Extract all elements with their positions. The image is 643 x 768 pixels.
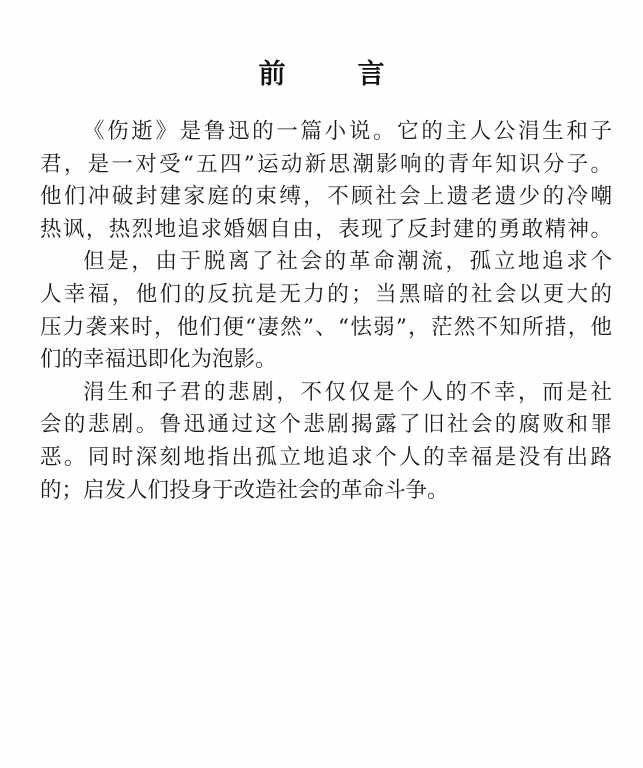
text-line: 压力袭来时，他们便“凄然”、“怯弱”，茫然不知所措，他 — [40, 314, 612, 340]
text-line: 《伤逝》是鲁迅的一篇小说。它的主人公涓生和子 — [83, 119, 612, 144]
text-line: 涓生和子君的悲剧，不仅仅是个人的不幸，而是社 — [83, 379, 612, 405]
title-char-second: 言 — [357, 59, 385, 90]
preface-body — [40, 116, 612, 507]
text-line: 恶。同时深刻地指出孤立地追求个人的幸福是没有出路 — [40, 444, 612, 470]
paragraph-3 — [40, 377, 612, 507]
paragraph-1 — [40, 116, 612, 246]
text-line: 人幸福，他们的反抗是无力的；当黑暗的社会以更大的 — [40, 281, 612, 307]
text-line: 会的悲剧。鲁迅通过这个悲剧揭露了旧社会的腐败和罪 — [40, 412, 612, 438]
text-line: 君，是一对受“五四”运动新思潮影响的青年知识分子。 — [40, 151, 612, 177]
text-line: 们的幸福迅即化为泡影。 — [40, 347, 277, 373]
text-line: 的；启发人们投身于改造社会的革命斗争。 — [40, 477, 449, 503]
text-line: 热讽，热烈地追求婚姻自由，表现了反封建的勇敢精神。 — [40, 216, 612, 242]
text-line: 他们冲破封建家庭的束缚，不顾社会上遗老遗少的冷嘲 — [40, 184, 612, 210]
page-title — [0, 52, 643, 91]
text-line: 但是，由于脱离了社会的革命潮流，孤立地追求个 — [83, 249, 612, 275]
paragraph-2 — [40, 246, 612, 376]
title-char-first: 前 — [258, 59, 286, 90]
